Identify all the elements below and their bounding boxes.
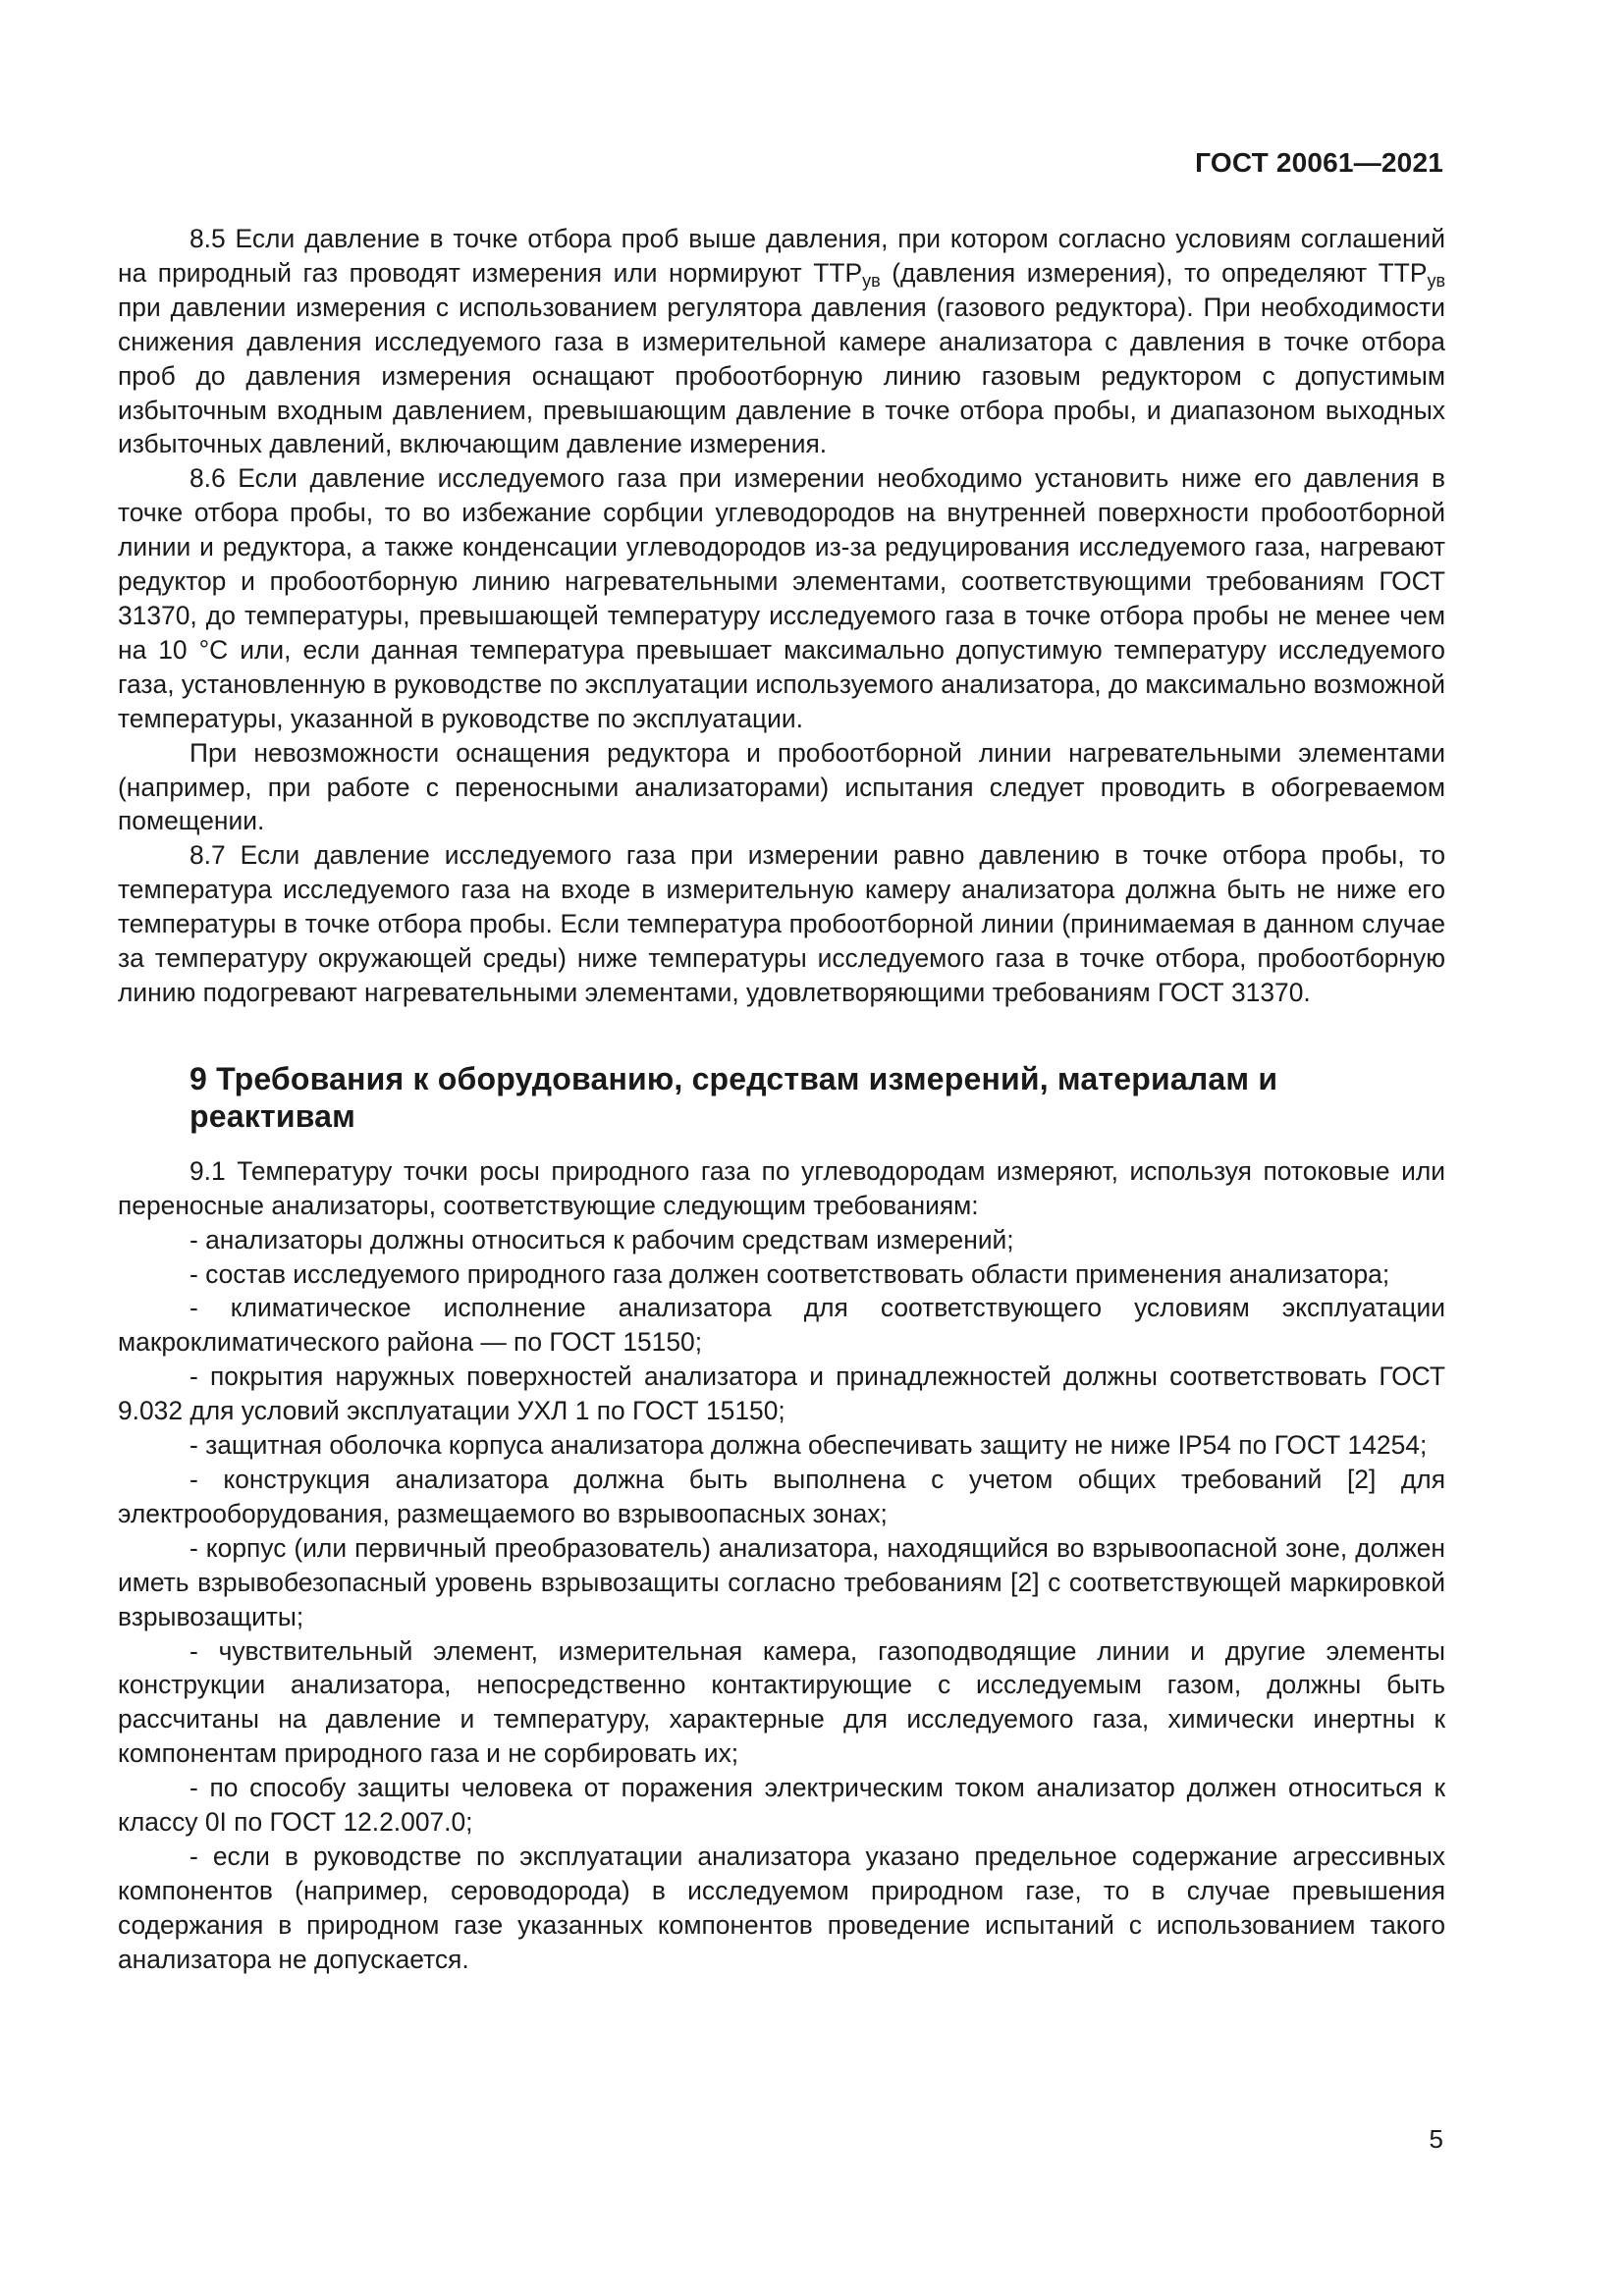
list-item: - климатическое исполнение анализатора для соответствующего условиям эксплуатации макроклиматического района — по ГОСТ 15150; — [118, 1293, 1445, 1358]
list-item: - защитная оболочка корпуса анализатора должна обеспечивать защиту не ниже IP54 по ГОСТ 14254; — [189, 1430, 1428, 1461]
list-item: - корпус (или первичный преобразователь) анализатора, находящийся во взрывоопасной зоне, должен иметь взрывобезопасный уровень взрывозащиты согласно требованиям [2] с соответствующей маркировкой взрывозащиты; — [118, 1532, 1445, 1631]
list-item: - покрытия наружных поверхностей анализатора и принадлежностей должны соответствовать ГОСТ 9.032 для условий эксплуатации УХЛ 1 по ГОСТ 15150; — [118, 1362, 1445, 1426]
paragraph-8-6-continued: При невозможности оснащения редуктора и пробоотборной линии нагревательными элементами (например, при работе с переносными анализаторами) испытания следует проводить в обогреваемом помещении. — [118, 737, 1445, 836]
subscript-uv-1: ув — [862, 270, 881, 291]
paragraph-8-5-part-b: (давления измерения), то определяют ТТР — [880, 257, 1428, 288]
list-item: - анализаторы должны относиться к рабочим средствам измерений; — [189, 1224, 1014, 1255]
subscript-uv-2: ув — [1427, 270, 1445, 291]
paragraph-8-5-part-c: при давлении измерения с использованием регулятора давления (газового редуктора). При необходимости снижения давления исследуемого газа в измерительной камере анализатора с давления в точке отбора проб до давления измерения оснащают пробоотборную линию газовым редуктором с допустимым избыточным входным давлением, превышающим давление в точке отбора пробы, и диапазоном выходных избыточных давлений, включающим давление измерения. — [118, 292, 1445, 459]
list-item: - по способу защиты человека от поражения электрическим током анализатор должен относиться к классу 0I по ГОСТ 12.2.007.0; — [118, 1773, 1445, 1838]
document-body — [118, 222, 1445, 1977]
paragraph-8-6: 8.6 Если давление исследуемого газа при измерении необходимо установить ниже его давления в точке отбора пробы, то во избежание сорбции углеводородов на внутренней поверхности пробоотборной линии и редуктора, а также конденсации углеводородов из-за редуцирования исследуемого газа, нагревают редуктор и пробоотборную линию нагревательными элементами, соответствующими требованиям ГОСТ 31370, до температуры, превышающей температуру исследуемого газа в точке отбора пробы не менее чем на 10 °С или, если данная температура превышает максимально допустимую температуру исследуемого газа, установленную в руководстве по эксплуатации используемого анализатора, до максимально возможной температуры, указанной в руководстве по эксплуатации. — [118, 463, 1445, 733]
list-item: - конструкция анализатора должна быть выполнена с учетом общих требований [2] для электрооборудования, размещаемого во взрывоопасных зонах; — [118, 1465, 1445, 1528]
page-number: 5 — [1429, 2124, 1443, 2154]
section-9-heading: 9 Требования к оборудованию, средствам измерений, материалам и реактивам — [189, 1060, 1278, 1134]
list-item: - чувствительный элемент, измерительная камера, газоподводящие линии и другие элементы конструкции анализатора, непосредственно контактирующие с исследуемым газом, должны быть рассчитаны на давление и температуру, характерные для исследуемого газа, химически инертны к компонентам природного газа и не сорбировать их; — [118, 1635, 1445, 1769]
paragraph-8-5-part-a: 8.5 Если давление в точке отбора проб выше давления, при котором согласно условиям соглашений на природный газ проводят измерения или нормируют ТТР — [118, 224, 1445, 288]
paragraph-8-7: 8.7 Если давление исследуемого газа при измерении равно давлению в точке отбора пробы, то температура исследуемого газа на входе в измерительную камеру анализатора должна быть не ниже его температуры в точке отбора пробы. Если температура пробоотборной линии (принимаемая в данном случае за температуру окружающей среды) ниже температуры исследуемого газа в точке отбора, пробоотборную линию подогревают нагревательными элементами, удовлетворяющими требованиям ГОСТ 31370. — [118, 840, 1445, 1007]
list-item: - состав исследуемого природного газа должен соответствовать области применения анализатора; — [189, 1258, 1390, 1289]
document-header: ГОСТ 20061—2021 — [1195, 147, 1443, 178]
paragraph-9-1: 9.1 Температуру точки росы природного газа по углеводородам измеряют, используя потоковые или переносные анализаторы, соответствующие следующим требованиям: — [118, 1155, 1445, 1220]
list-item: - если в руководстве по эксплуатации анализатора указано предельное содержание агрессивных компонентов (например, сероводорода) в исследуемом природном газе, то в случае превышения содержания в природном газе указанных компонентов проведение испытаний с использованием такого анализатора не допускается. — [118, 1841, 1445, 1974]
paragraph-8-5 — [118, 222, 1445, 461]
